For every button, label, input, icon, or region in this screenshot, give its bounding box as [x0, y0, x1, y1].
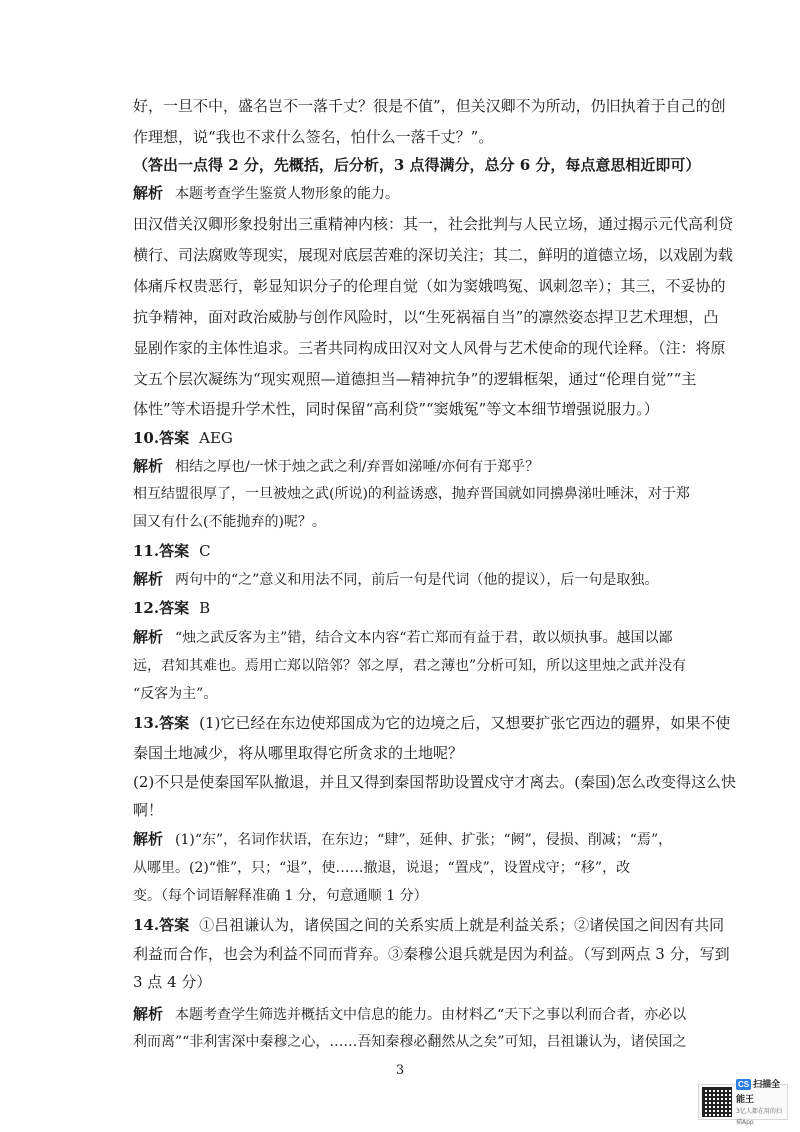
analysis-label: 解析	[133, 830, 164, 848]
text-line: 田汉借关汉卿形象投射出三重精神内核：其一，社会批判与人民立场，通过揭示元代高利贷	[133, 215, 734, 233]
answer-label: 10.答案	[133, 429, 190, 447]
scanner-tagline: 3亿人都在用的扫描App	[736, 1108, 782, 1126]
answer-value: ①吕祖谦认为，诸侯国之间的关系实质上就是利益关系；②诸侯国之间因有共同	[199, 916, 725, 934]
analysis-line	[133, 183, 668, 204]
analysis-text: 两句中的“之”意义和用法不同，前后一句是代词（他的提议），后一句是取独。	[175, 572, 659, 588]
answer-label: 12.答案	[133, 599, 190, 617]
analysis-text: 本题考查学生筛选并概括文中信息的能力。由材料乙“天下之事以利而合者，亦必以	[175, 1007, 687, 1023]
answer-value: AEG	[199, 429, 233, 447]
text-line: 文五个层次凝练为“现实观照—道德担当—精神抗争”的逻辑框架，通过“伦理自觉”“主	[133, 370, 697, 388]
text-line: 利益而合作，也会为利益不同而背弃。③秦穆公退兵就是因为利益。（写到两点 3 分，写到	[133, 945, 730, 963]
text-line: 横行、司法腐败等现实，展现对底层苦难的深切关注；其二，鲜明的道德立场，以戏剧为载	[133, 246, 734, 264]
analysis-text: 本题考查学生鉴赏人物形象的能力。	[175, 186, 400, 202]
cs-logo-icon: CS	[738, 1080, 750, 1089]
analysis-text: 相结之厚也/一怵于烛之武之利/弃晋如涕唾/亦何有于郑乎？	[175, 459, 540, 475]
text-line: 作理想，说“我也不求什么签名，怕什么一落千丈？”。	[133, 128, 494, 146]
answer-11	[133, 541, 668, 561]
scanner-badge-text	[736, 1076, 784, 1128]
text-line: 啊！	[133, 801, 164, 819]
analysis-line	[133, 456, 668, 477]
text-line: 3 点 4 分）	[133, 973, 212, 991]
text-line: 秦国土地减少，将从哪里取得它所贪求的土地呢？	[133, 744, 464, 762]
analysis-label: 解析	[133, 570, 164, 588]
answer-10	[133, 428, 668, 448]
page-number: 3	[395, 1063, 405, 1078]
qr-code-icon	[702, 1087, 732, 1117]
scoring-note: （答出一点得 2 分，先概括，后分析，3 点得满分，总分 6 分，每点意思相近即可）	[133, 156, 701, 174]
answer-13	[133, 713, 731, 733]
analysis-line	[133, 627, 673, 648]
text-line: 相互结盟很厚了，一旦被烛之武(所说)的利益诱惑，抛弃晋国就如同擤鼻涕吐唾沫，对于郑	[133, 486, 690, 502]
text-line: (2)不只是使秦国军队撤退，并且又得到秦国帮助设置戍守才离去。(秦国)怎么改变得这么快	[133, 773, 736, 791]
answer-label: 14.答案	[133, 916, 190, 934]
answer-value: (1)它已经在东边使郑国成为它的边境之后，又想要扩张它西边的疆界，如果不使	[199, 714, 731, 732]
answer-value: B	[199, 599, 211, 617]
analysis-label: 解析	[133, 628, 164, 646]
answer-12	[133, 598, 668, 618]
text-line: 抗争精神，面对政治威胁与创作风险时，以“生死祸福自当”的凛然姿态捍卫艺术理想，凸	[133, 308, 719, 326]
analysis-label: 解析	[133, 1005, 164, 1023]
text-line: 远，君知其难也。焉用亡郑以陪邻？邻之厚，君之薄也”分析可知，所以这里烛之武并没有	[133, 658, 687, 674]
text-line: “反客为主”。	[133, 686, 218, 702]
answer-value: C	[199, 542, 211, 560]
analysis-label: 解析	[133, 457, 164, 475]
answer-label: 11.答案	[133, 542, 190, 560]
scanner-app-name: 扫描全能王	[736, 1080, 781, 1105]
analysis-text: (1)“东”，名词作状语，在东边；“肆”，延伸、扩张；“阙”，侵损、削减；“焉”，	[175, 832, 673, 848]
analysis-line	[133, 569, 668, 590]
scanner-watermark	[698, 1080, 788, 1126]
text-line: 体性”等术语提升学术性，同时保留“高利贷”“窦娥冤”等文本细节增强说服力。）	[133, 400, 659, 418]
analysis-line	[133, 1004, 687, 1025]
text-line: 体痛斥权贵恶行，彰显知识分子的伦理自觉（如为窦娥鸣冤、讽刺忽辛）；其三，不妥协的	[133, 277, 726, 295]
answer-label: 13.答案	[133, 714, 190, 732]
text-line: 变。（每个词语解释准确 1 分，句意通顺 1 分）	[133, 888, 428, 904]
text-line: 国又有什么(不能抛弃的)呢？。	[133, 514, 326, 530]
text-line: 显剧作家的主体性追求。三者共同构成田汉对文人风骨与艺术使命的现代诠释。（注：将原	[133, 339, 726, 357]
analysis-text: “烛之武反客为主”错，结合文本内容“若亡郑而有益于君，敢以烦执事。越国以鄙	[175, 630, 673, 646]
answer-14	[133, 915, 725, 935]
text-line: 好，一旦不中，盛名岂不一落千丈？很是不值”，但关汉卿不为所动，仍旧执着于自己的创	[133, 97, 726, 115]
analysis-label: 解析	[133, 184, 164, 202]
text-line: 从哪里。(2)“惟”，只；“退”，使……撤退，说退；“置戍”，设置戍守；“移”，改	[133, 860, 631, 876]
analysis-line	[133, 829, 673, 850]
text-line: 利而离”“非利害深中秦穆之心，……吾知秦穆必翻然从之矣”可知，吕祖谦认为，诸侯国之	[133, 1034, 687, 1050]
